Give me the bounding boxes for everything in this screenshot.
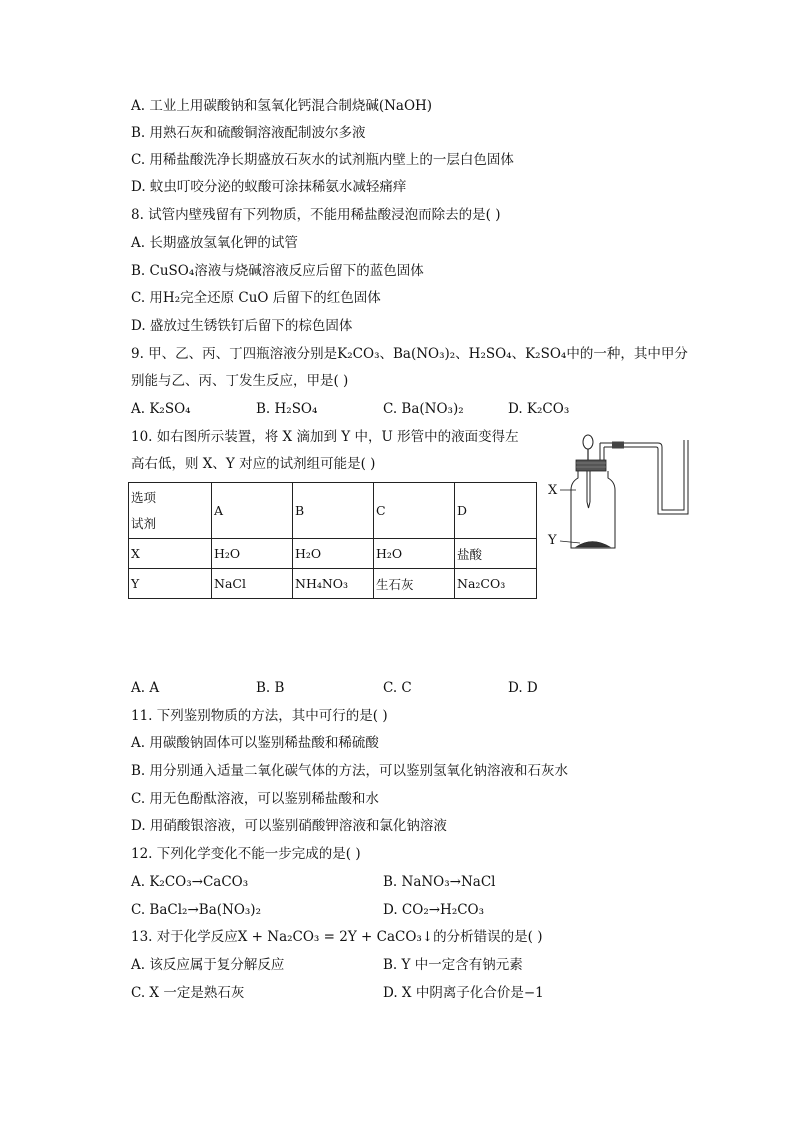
q13-stem: 13. 对于化学反应X + Na₂CO₃ = 2Y + CaCO₃↓的分析错误的是( ) (131, 929, 543, 945)
table-header-row (129, 483, 537, 539)
q11-option-c: C. 用无色酚酞溶液，可以鉴别稀盐酸和水 (131, 791, 379, 807)
q11-option-b: B. 用分别通入适量二氧化碳气体的方法，可以鉴别氢氧化钠溶液和石灰水 (131, 763, 569, 779)
q13-option-d: D. X 中阴离子化合价是−1 (383, 985, 544, 1001)
table-row-x (129, 539, 537, 569)
q10-option-c: C. C (383, 680, 412, 696)
q13-option-a: A. 该反应属于复分解反应 (131, 957, 285, 973)
q9-option-b: B. H₂SO₄ (256, 401, 318, 417)
label-x: X (548, 483, 558, 498)
q13-option-b: B. Y 中一定含有钠元素 (383, 957, 523, 973)
table-corner-cell (129, 483, 212, 539)
q10-option-d: D. D (508, 680, 538, 696)
q9-stem-line1: 9. 甲、乙、丙、丁四瓶溶液分别是K₂CO₃、Ba(NO₃)₂、H₂SO₄、K₂SO₄中的一种，其中甲分 (131, 346, 688, 362)
table-row-label: Y (129, 569, 212, 599)
q12-option-b: B. NaNO₃→NaCl (383, 874, 496, 890)
q9-option-a: A. K₂SO₄ (131, 401, 191, 417)
table-row-y (129, 569, 537, 599)
header-label-option: 选项 (131, 489, 157, 505)
table-cell: 生石灰 (374, 569, 455, 599)
table-header-b: B (293, 483, 374, 539)
table-header-d: D (455, 483, 537, 539)
solid-y-icon (576, 542, 610, 548)
prev-option-b: B. 用熟石灰和硫酸铜溶液配制波尔多液 (131, 125, 366, 141)
q8-option-d: D. 盛放过生锈铁钉后留下的棕色固体 (131, 318, 353, 334)
q9-option-c: C. Ba(NO₃)₂ (383, 401, 464, 417)
q8-option-c: C. 用H₂完全还原 CuO 后留下的红色固体 (131, 290, 381, 306)
q11-option-a: A. 用碳酸钠固体可以鉴别稀盐酸和稀硫酸 (131, 735, 379, 751)
q12-option-a: A. K₂CO₃→CaCO₃ (131, 874, 249, 890)
prev-option-a: A. 工业上用碳酸钠和氢氧化钙混合制烧碱(NaOH) (131, 98, 433, 114)
table-cell: H₂O (293, 539, 374, 569)
q10-stem-line2: 高右低，则 X、Y 对应的试剂组可能是( ) (131, 456, 376, 472)
header-label-reagent: 试剂 (131, 515, 157, 531)
stopper-icon (576, 460, 606, 471)
table-cell: H₂O (374, 539, 455, 569)
q8-option-a: A. 长期盛放氢氧化钾的试管 (131, 235, 298, 251)
table-cell: Na₂CO₃ (455, 569, 537, 599)
q12-option-d: D. CO₂→H₂CO₃ (383, 902, 485, 918)
q10-option-b: B. B (256, 680, 285, 696)
q12-stem: 12. 下列化学变化不能一步完成的是( ) (131, 846, 361, 862)
table-cell: NaCl (212, 569, 293, 599)
apparatus-diagram (540, 430, 700, 555)
table-cell: H₂O (212, 539, 293, 569)
table-cell: NH₄NO₃ (293, 569, 374, 599)
reagent-table (128, 482, 537, 599)
table-header-a: A (212, 483, 293, 539)
reagent-bottle-icon (571, 471, 615, 548)
q8-stem: 8. 试管内壁残留有下列物质，不能用稀盐酸浸泡而除去的是( ) (131, 207, 501, 223)
rubber-connector-icon (612, 442, 624, 449)
q13-option-c: C. X 一定是熟石灰 (131, 985, 245, 1001)
q12-option-c: C. BaCl₂→Ba(NO₃)₂ (131, 902, 261, 918)
table-cell: 盐酸 (455, 539, 537, 569)
q9-option-d: D. K₂CO₃ (508, 401, 570, 417)
q9-stem-line2: 别能与乙、丙、丁发生反应，甲是( ) (131, 373, 349, 389)
prev-option-c: C. 用稀盐酸洗净长期盛放石灰水的试剂瓶内壁上的一层白色固体 (131, 152, 514, 168)
q8-option-b: B. CuSO₄溶液与烧碱溶液反应后留下的蓝色固体 (131, 263, 424, 279)
label-y: Y (548, 533, 557, 548)
table-header-c: C (374, 483, 455, 539)
q10-stem-line1: 10. 如右图所示装置，将 X 滴加到 Y 中，U 形管中的液面变得左 (131, 429, 519, 445)
prev-option-d: D. 蚊虫叮咬分泌的蚁酸可涂抹稀氨水减轻痛痒 (131, 179, 407, 195)
dropper-bulb-icon (583, 435, 593, 449)
table-row-label: X (129, 539, 212, 569)
q11-stem: 11. 下列鉴别物质的方法，其中可行的是( ) (131, 708, 388, 724)
q10-option-a: A. A (131, 680, 160, 696)
q11-option-d: D. 用硝酸银溶液，可以鉴别硝酸钾溶液和氯化钠溶液 (131, 818, 447, 834)
